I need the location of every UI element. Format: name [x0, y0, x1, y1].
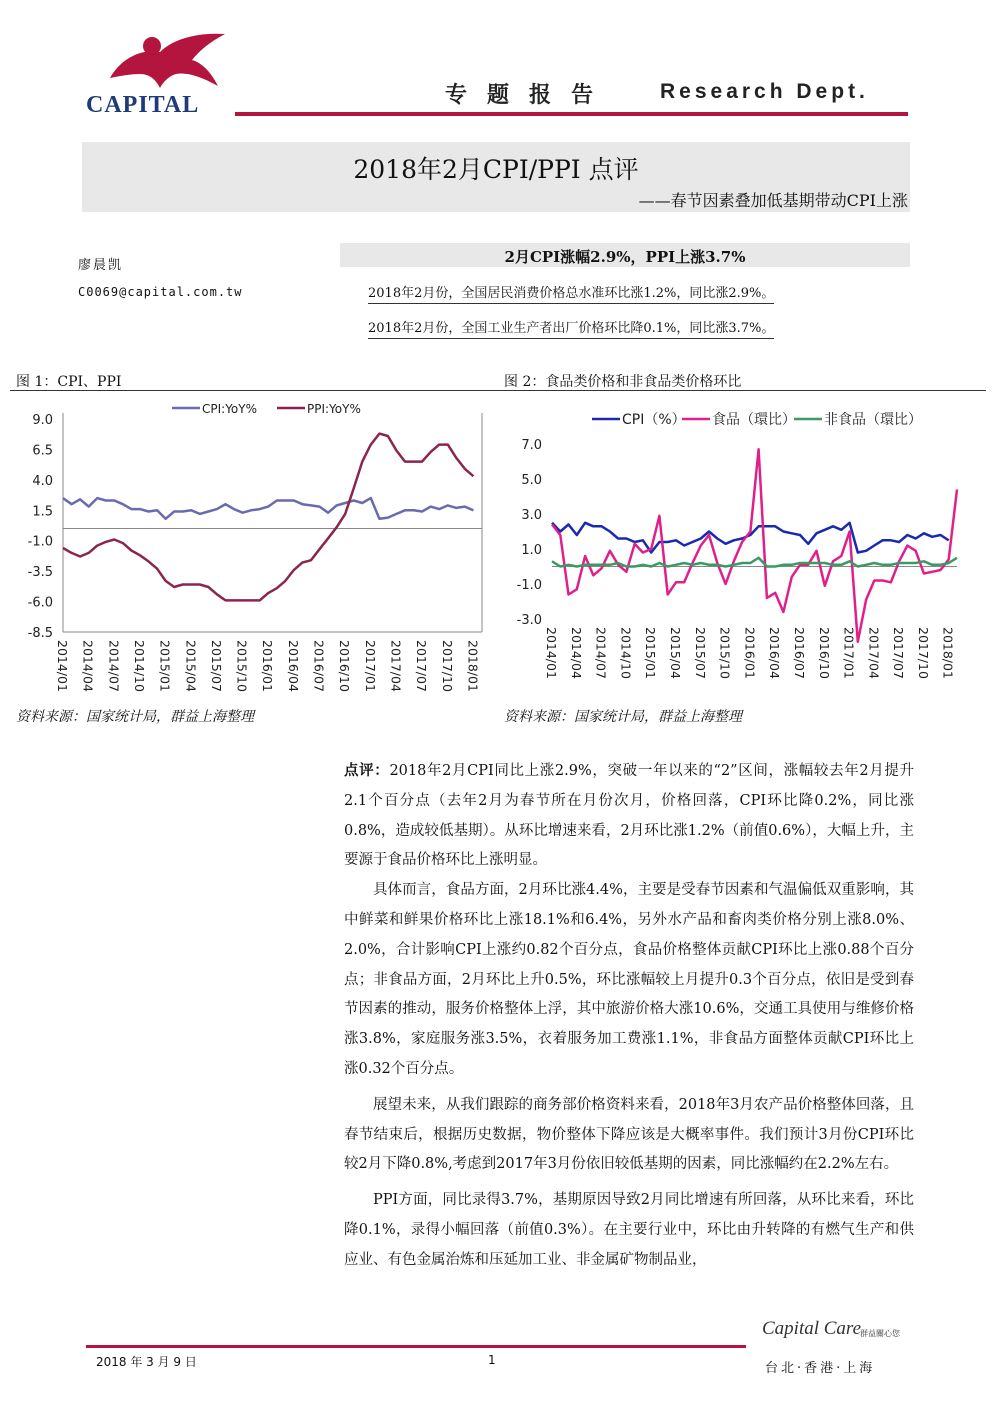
y-tick-label: -3.0: [516, 613, 542, 628]
x-tick-label: 2016/10: [337, 640, 353, 692]
x-tick-label: 2016/10: [816, 627, 832, 679]
x-tick-label: 2014/01: [55, 640, 70, 692]
author-name: 廖晨凯: [78, 258, 124, 273]
commentary-body: [344, 756, 914, 1276]
y-tick-label: 5.0: [521, 473, 542, 488]
y-tick-label: 4.0: [32, 473, 53, 489]
author-email: C0069@capital.com.tw: [78, 285, 243, 299]
x-tick-label: 2016/04: [767, 627, 783, 679]
commentary-label: 点评：: [344, 762, 390, 779]
x-tick-label: 2014/07: [106, 640, 122, 692]
commentary-paragraph-1: [344, 756, 914, 876]
commentary-paragraph-4: PPI方面，同比录得3.7%，基期原因导致2月同比增速有所回落，从环比来看，环比降0.1%，录得小幅回落（前值0.3%）。在主要行业中，环比由升转降的有燃气生产和供应业、有色金属治炼和压延加工业、非金属矿物制品业，: [344, 1192, 914, 1268]
y-tick-label: 9.0: [32, 413, 53, 428]
commentary-text-1: 2018年2月CPI同比上涨2.9%，突破一年以来的“2”区间，涨幅较去年2月提升2.1个百分点（去年2月为春节所在月份次月，价格回落，CPI环比降0.2%，同比涨0.8%，造成较低基期）。从环比增速来看，2月环比涨1.2%（前值0.6%），大幅上升，主要源于食品价格环比上涨明显。: [344, 763, 915, 869]
capital-care-logo: Capital Care: [762, 1318, 862, 1339]
x-tick-label: 2016/04: [285, 640, 301, 692]
footer-cities: 台北·香港·上海: [765, 1361, 876, 1376]
x-tick-label: 2017/10: [439, 640, 455, 692]
highlight-heading: 2月CPI涨幅2.9%，PPI上涨3.7%: [504, 248, 746, 266]
commentary-paragraph-3: 展望未来，从我们跟踪的商务部价格资料来看，2018年3月农产品价格整体回落，且春节结束后，根据历史数据，物价整体下降应该是大概率事件。我们预计3月份CPI环比较2月下降0.8%,考虑到2017年3月份依旧较低基期的因素，同比涨幅约在2.2%左右。: [344, 1096, 914, 1173]
x-tick-label: 2015/07: [692, 627, 708, 679]
series-line-2: [552, 449, 957, 642]
x-tick-label: 2017/04: [866, 627, 882, 679]
y-tick-label: -1.0: [27, 534, 53, 550]
x-tick-label: 2017/10: [915, 627, 931, 679]
page-title: 2018年2月CPI/PPI 点评: [353, 155, 639, 184]
y-tick-label: 1.5: [32, 504, 53, 520]
y-tick-label: 3.0: [521, 508, 542, 523]
legend-label-2: 食品（環比）: [712, 412, 796, 428]
x-tick-label: 2014/10: [131, 640, 147, 692]
highlight-line-ppi: 2018年2月份，全国工业生产者出厂价格环比降0.1%，同比涨3.7%。: [368, 317, 774, 339]
figure-1-source: 资料来源：国家统计局，群益上海整理: [16, 709, 254, 725]
x-tick-label: 2014/07: [593, 627, 609, 679]
capital-logo-bird-icon: [100, 30, 235, 92]
cpi-ppi-chart: [0, 395, 496, 705]
x-tick-label: 2015/01: [157, 640, 173, 692]
commentary-paragraph-2: 具体而言，食品方面，2月环比涨4.4%，主要是受春节因素和气温偏低双重影响，其中鲜菜和鲜果价格环比上涨18.1%和6.4%，另外水产品和畜肉类价格分别上涨8.0%、2.0%，合计影响CPI上涨约0.82个百分点，食品价格整体贡献CPI环比上涨0.88个百分点；非食品方面，2月环比上升0.5%，环比涨幅较上月提升0.3个百分点，依旧是受到春节因素的推动，服务价格整体上浮，其中旅游价格大涨10.6%，交通工具使用与维修价格涨3.8%，家庭服务涨3.5%，衣着服务加工费涨1.1%，非食品方面整体贡献CPI环比上涨0.32个百分点。: [344, 882, 914, 1077]
legend-label-3: 非食品（環比）: [824, 412, 922, 428]
x-tick-label: 2015/04: [667, 627, 683, 679]
figure-rule: [10, 390, 986, 391]
research-dept: Research Dept.: [660, 80, 869, 103]
x-tick-label: 2015/10: [234, 640, 250, 692]
y-tick-label: -3.5: [27, 565, 53, 581]
x-tick-label: 2015/10: [717, 627, 733, 679]
y-tick-label: 6.5: [32, 443, 53, 459]
report-type: 专题报告: [445, 83, 614, 108]
x-tick-label: 2017/07: [891, 627, 907, 679]
series-line-1: [63, 498, 473, 519]
x-tick-label: 2014/04: [80, 640, 96, 692]
legend-label-2: PPI:YoY%: [307, 402, 361, 416]
y-tick-label: 1.0: [521, 543, 542, 558]
x-tick-label: 2014/10: [618, 627, 634, 679]
y-tick-label: -1.0: [516, 578, 542, 593]
footer-rule: [86, 1345, 746, 1348]
y-tick-label: -6.0: [27, 595, 53, 611]
highlight-line-cpi: 2018年2月份，全国居民消费价格总水准环比涨1.2%，同比涨2.9%。: [368, 282, 774, 304]
legend-label-1: CPI（%）: [622, 412, 686, 428]
x-tick-label: 2014/04: [568, 627, 584, 679]
capital-logo-text: CAPITAL: [86, 92, 200, 118]
page-subtitle: ——春节因素叠加低基期带动CPI上涨: [638, 191, 908, 210]
y-tick-label: -8.5: [27, 626, 53, 641]
header-rule: [235, 112, 908, 116]
x-tick-label: 2016/01: [742, 627, 758, 679]
x-tick-label: 2014/01: [544, 627, 559, 679]
figure-1-caption: 图 1：CPI、PPI: [16, 374, 122, 390]
x-tick-label: 2016/07: [311, 640, 327, 692]
footer-date: 2018 年 3 月 9 日: [96, 1355, 197, 1369]
x-tick-label: 2016/01: [260, 640, 276, 692]
page-number: 1: [488, 1353, 496, 1367]
x-tick-label: 2015/04: [183, 640, 199, 692]
y-tick-label: 7.0: [521, 438, 542, 453]
x-tick-label: 2017/04: [388, 640, 404, 692]
x-tick-label: 2017/01: [362, 640, 378, 692]
x-tick-label: 2017/01: [841, 627, 857, 679]
x-tick-label: 2015/07: [208, 640, 224, 692]
x-tick-label: 2015/01: [643, 627, 659, 679]
figure-2-source: 资料来源：国家统计局，群益上海整理: [504, 709, 742, 725]
series-line-2: [63, 434, 473, 601]
capital-care-tagline: 群益關心您: [860, 1329, 900, 1338]
x-tick-label: 2018/01: [465, 640, 481, 692]
figure-2-caption: 图 2：食品类价格和非食品类价格环比: [504, 374, 742, 390]
food-nonfood-chart: [496, 395, 992, 705]
x-tick-label: 2018/01: [940, 627, 956, 679]
x-tick-label: 2017/07: [414, 640, 430, 692]
x-tick-label: 2016/07: [791, 627, 807, 679]
legend-label-1: CPI:YoY%: [202, 402, 258, 416]
